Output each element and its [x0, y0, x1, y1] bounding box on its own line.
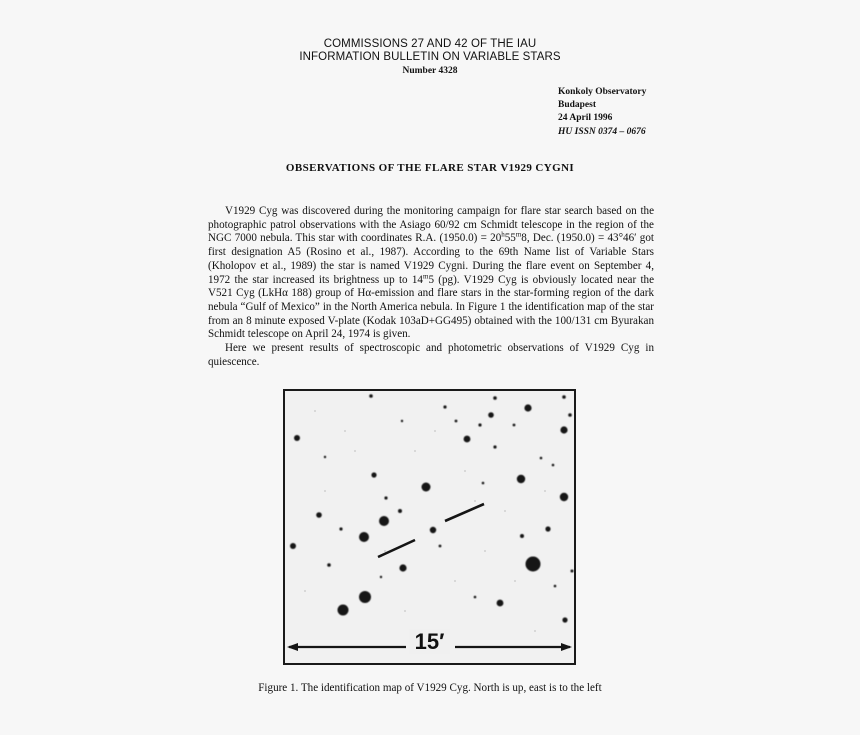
header-commissions: COMMISSIONS 27 AND 42 OF THE IAU [323, 38, 537, 50]
bulletin-header [0, 38, 860, 77]
paragraph-1-part-1: V1929 Cyg was discovered during the monitoring campaign for flare star search based on the photographic patrol observations with the Asiago 60/92 cm Schmidt telescope in the region of the NGC 7000 nebula. This star with coordinates R.A. (1950.0) = 20 [208, 205, 654, 245]
paper-title: OBSERVATIONS OF THE FLARE STAR V1929 CYGNI [285, 162, 575, 174]
figure-caption: Figure 1. The identification map of V1929 Cyg. North is up, east is to the left [258, 682, 602, 694]
body-text [208, 205, 654, 369]
observatory-name: Konkoly Observatory [558, 87, 647, 97]
header-bulletin-name: INFORMATION BULLETIN ON VARIABLE STARS [299, 50, 561, 63]
scale-label-text: 15′ [409, 629, 451, 654]
star-field-image [285, 391, 574, 663]
ra-hours-sup: h [501, 230, 505, 239]
issn: HU ISSN 0374 – 0676 [558, 127, 646, 138]
paragraph-1-part-2: Dec. (1950.0) = 43°46′ got first designation A5 (Rosino et al., 1987). According to the 69th Name list of Variable Stars (Kholopov et al., 1989) the star is named V1929 Cygni. During the flare event on September 4, 1972 the star increased its brightness up to 14 [208, 232, 654, 286]
city: Budapest [558, 99, 597, 110]
ra-seconds: 8, [521, 232, 530, 245]
paragraph-1-part-3: 5 (pg). V1929 Cyg is obviously located near the V521 Cyg (LkHα 188) group of Hα-emission and flare stars in the star-forming region of the dark nebula “Gulf of Mexico” in the North America nebula. In Figure 1 the identification map of the star from an 8 minute exposed V-plate (Kodak 103aD+GG495) obtained with the 100/131 cm Byurakan Schmidt telescope on April 24, 1974 is given. [208, 273, 654, 341]
identification-map-figure [283, 389, 576, 665]
paragraph-2: Here we present results of spectroscopic and photometric observations of V1929 Cyg in quiescence. [208, 342, 654, 368]
bulletin-number: Number 4328 [402, 66, 458, 76]
publication-date: 24 April 1996 [558, 112, 613, 123]
ra-minutes-sup: m [515, 230, 522, 239]
magnitude-sup: m [422, 271, 429, 280]
ra-minutes: 55 [504, 232, 516, 245]
paragraph-1 [208, 205, 654, 342]
affiliation-block [558, 86, 646, 139]
